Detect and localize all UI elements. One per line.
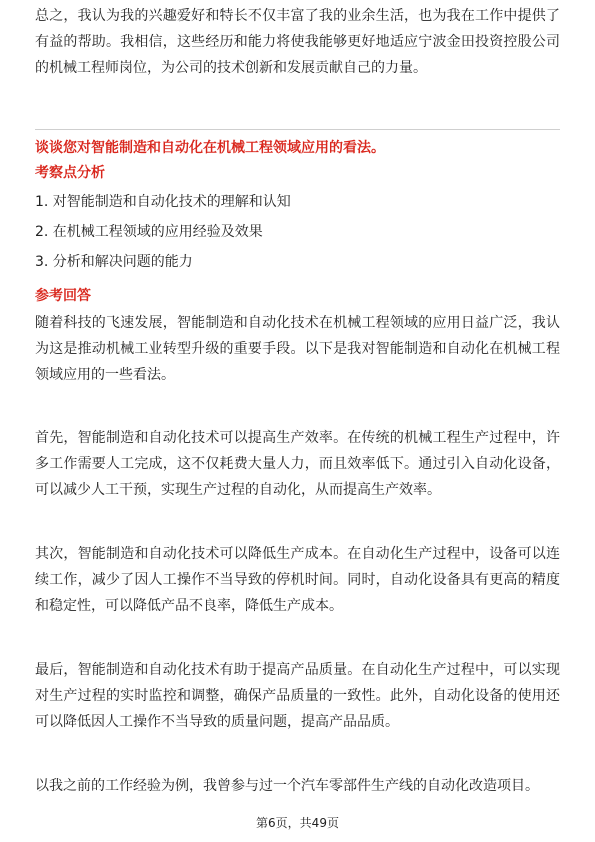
analysis-item: 1. 对智能制造和自动化技术的理解和认知 xyxy=(35,194,291,210)
answer-paragraph: 其次，智能制造和自动化技术可以降低生产成本。在自动化生产过程中，设备可以连续工作，减少了因人工操作不当导致的停机时间。同时，自动化设备具有更高的精度和稳定性，可以降低产品不良率，降低生产成本。 xyxy=(35,546,560,614)
interview-question: 谈谈您对智能制造和自动化在机械工程领域应用的看法。 xyxy=(35,140,385,156)
analysis-item: 2. 在机械工程领域的应用经验及效果 xyxy=(35,224,263,240)
analysis-item: 3. 分析和解决问题的能力 xyxy=(35,254,193,270)
answer-title: 参考回答 xyxy=(35,288,91,304)
answer-paragraph: 随着科技的飞速发展，智能制造和自动化技术在机械工程领域的应用日益广泛，我认为这是推动机械工业转型升级的重要手段。以下是我对智能制造和自动化在机械工程领域应用的一些看法。 xyxy=(35,315,560,383)
intro-paragraph: 总之，我认为我的兴趣爱好和特长不仅丰富了我的业余生活，也为我在工作中提供了有益的帮助。我相信，这些经历和能力将使我能够更好地适应宁波金田投资控股公司的机械工程师岗位，为公司的技术创新和发展贡献自己的力量。 xyxy=(35,8,560,76)
section-divider xyxy=(35,129,560,130)
answer-paragraph: 最后，智能制造和自动化技术有助于提高产品质量。在自动化生产过程中，可以实现对生产过程的实时监控和调整，确保产品质量的一致性。此外，自动化设备的使用还可以降低因人工操作不当导致的质量问题，提高产品品质。 xyxy=(35,662,560,730)
page-number: 第6页，共49页 xyxy=(256,816,339,830)
answer-paragraph: 以我之前的工作经验为例，我曾参与过一个汽车零部件生产线的自动化改造项目。 xyxy=(35,778,539,794)
analysis-title: 考察点分析 xyxy=(35,165,105,181)
answer-paragraph: 首先，智能制造和自动化技术可以提高生产效率。在传统的机械工程生产过程中，许多工作需要人工完成，这不仅耗费大量人力，而且效率低下。通过引入自动化设备，可以减少人工干预，实现生产过程的自动化，从而提高生产效率。 xyxy=(35,430,560,498)
